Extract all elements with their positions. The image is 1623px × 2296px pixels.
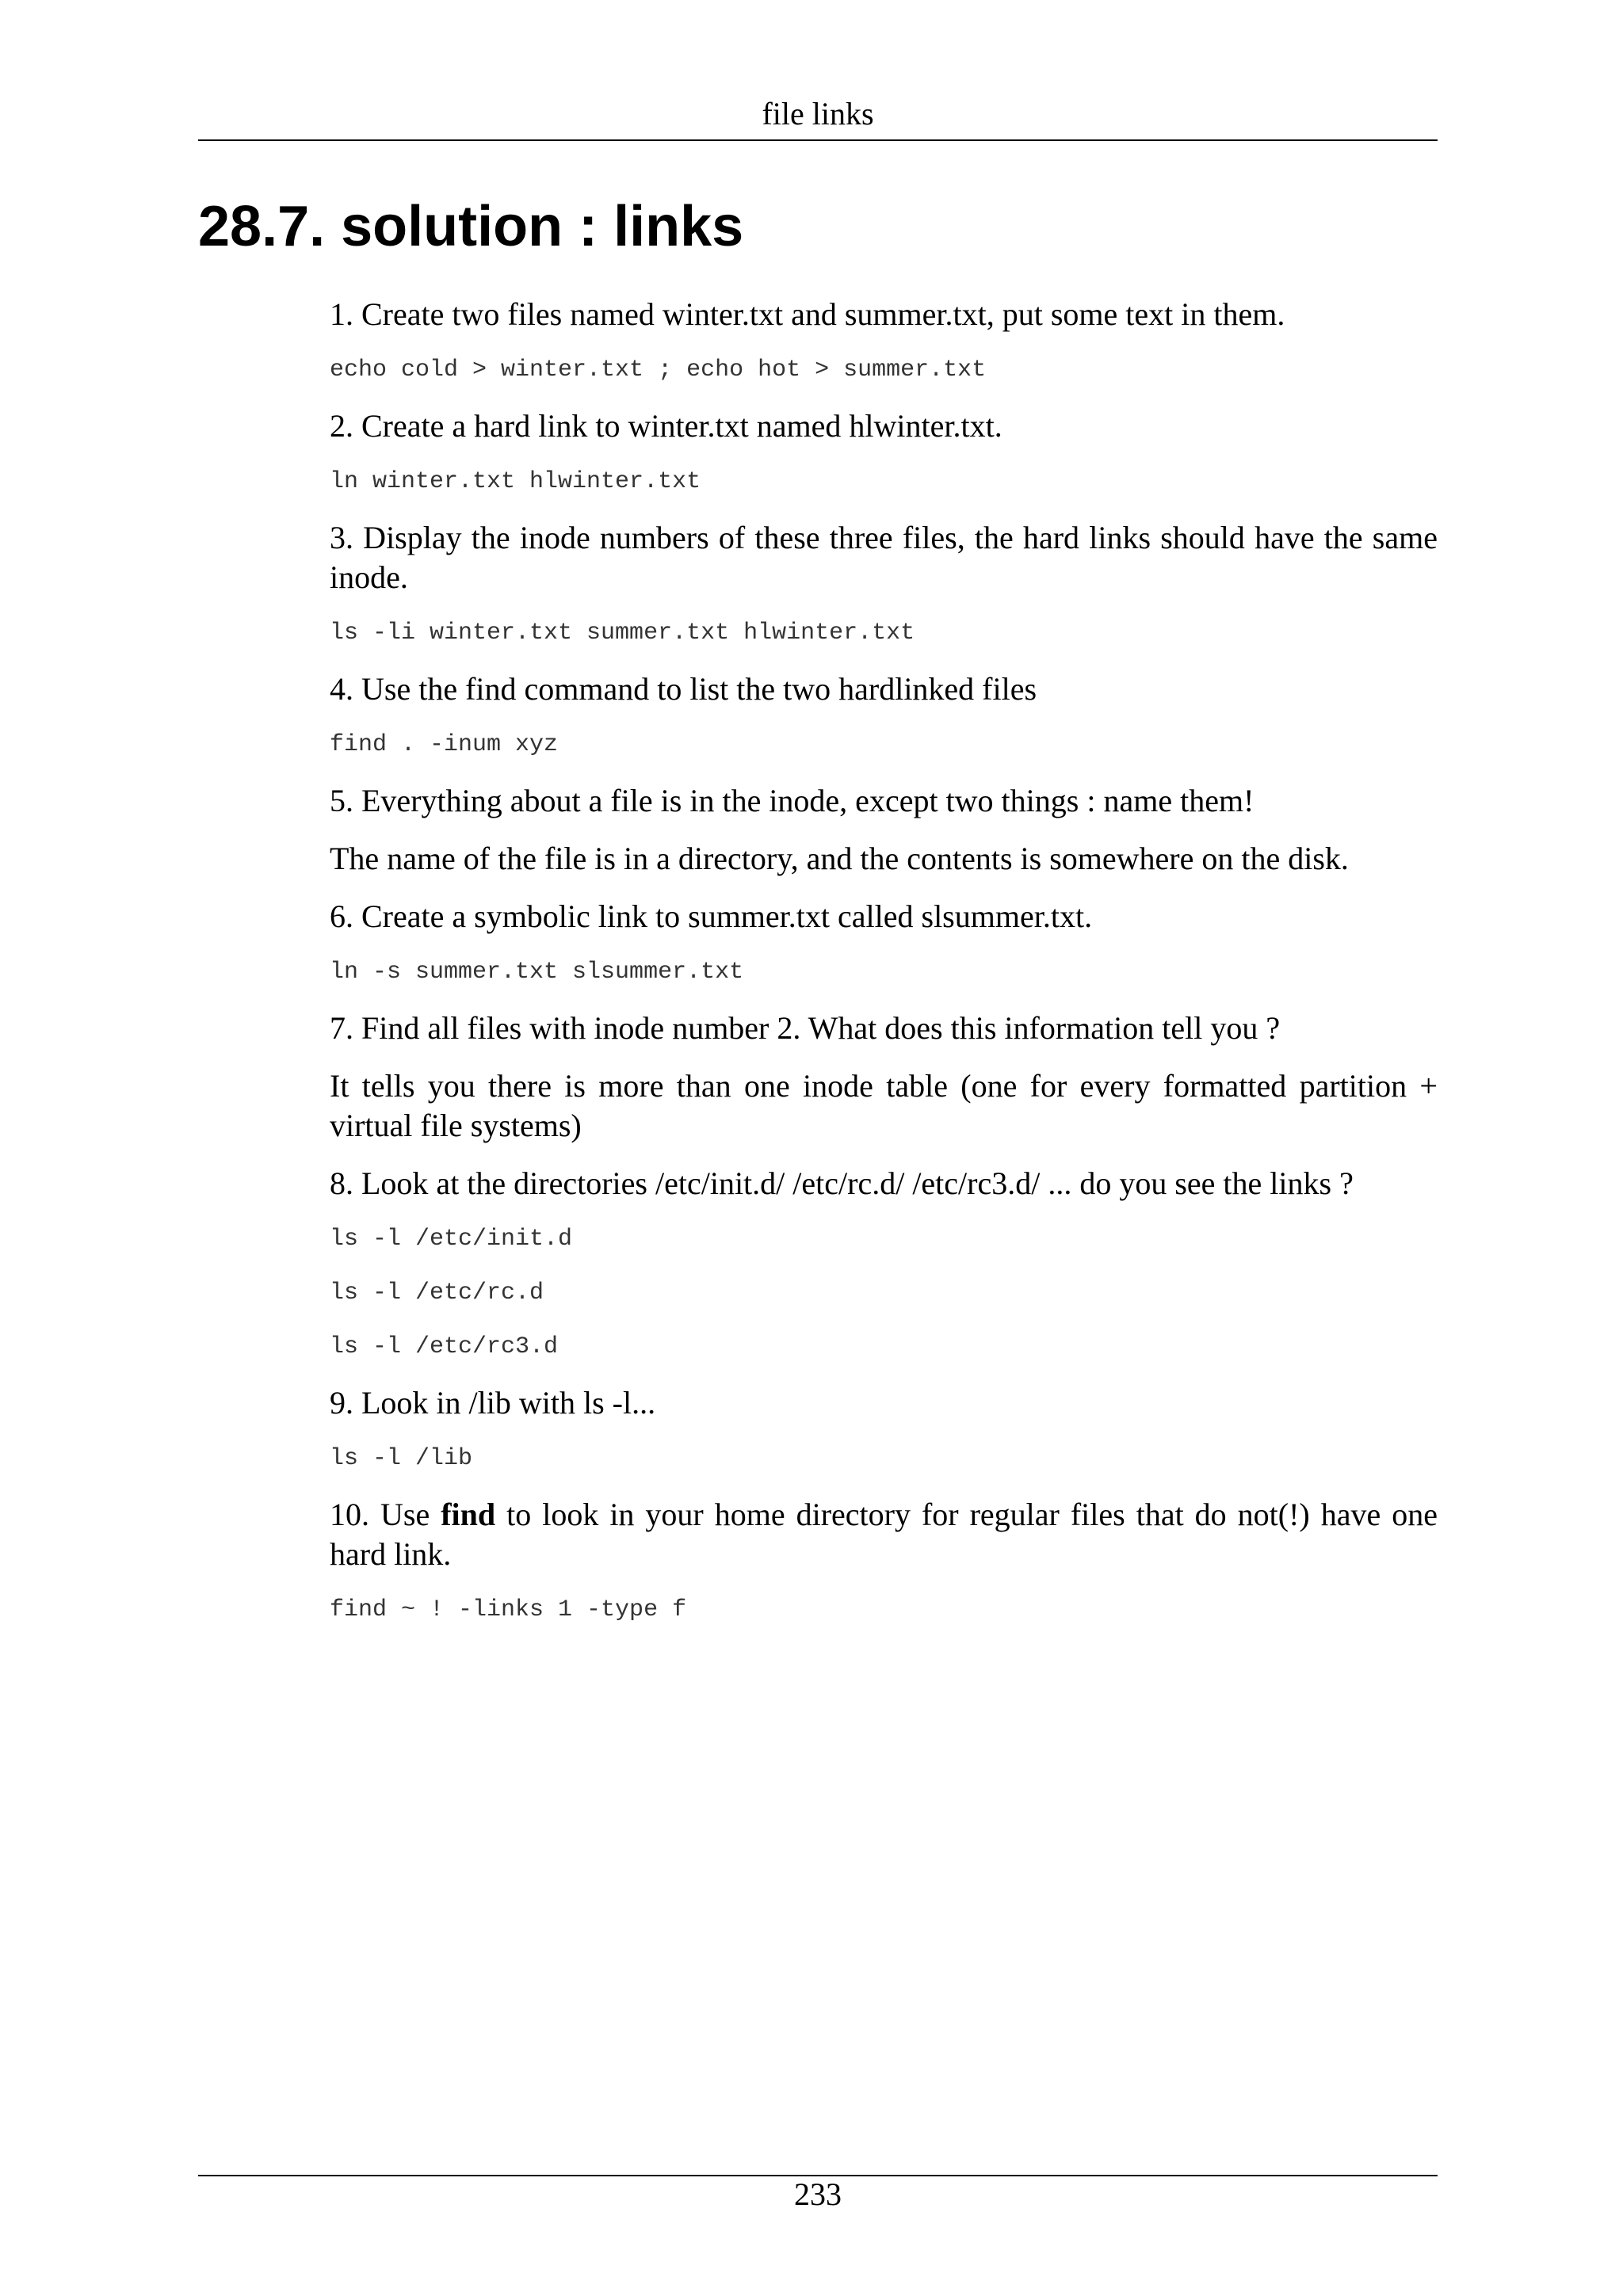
command-1: echo cold > winter.txt ; echo hot > summer.txt bbox=[330, 357, 987, 383]
question-7: 7. Find all files with inode number 2. What does this information tell you ? bbox=[330, 1010, 1281, 1046]
command-8b: ls -l /etc/rc.d bbox=[330, 1280, 544, 1306]
answer-5: The name of the file is in a directory, and the contents is somewhere on the disk. bbox=[330, 841, 1349, 876]
question-10-keyword: find bbox=[441, 1497, 496, 1532]
command-8a: ls -l /etc/init.d bbox=[330, 1226, 573, 1253]
command-6: ln -s summer.txt slsummer.txt bbox=[330, 959, 744, 986]
question-10 bbox=[330, 1495, 1438, 1574]
command-3: ls -li winter.txt summer.txt hlwinter.txt bbox=[330, 620, 915, 646]
command-10: find ~ ! -links 1 -type f bbox=[330, 1596, 687, 1623]
command-4: find . -inum xyz bbox=[330, 731, 559, 758]
question-6: 6. Create a symbolic link to summer.txt called slsummer.txt. bbox=[330, 898, 1093, 934]
question-10-prefix: 10. Use bbox=[330, 1497, 441, 1532]
command-8c: ls -l /etc/rc3.d bbox=[330, 1333, 559, 1360]
question-2: 2. Create a hard link to winter.txt named hlwinter.txt. bbox=[330, 408, 1002, 444]
page-number: 233 bbox=[794, 2176, 842, 2212]
header-rule bbox=[198, 139, 1438, 141]
question-1: 1. Create two files named winter.txt and summer.txt, put some text in them. bbox=[330, 296, 1285, 332]
question-4: 4. Use the find command to list the two hardlinked files bbox=[330, 671, 1037, 707]
question-3: 3. Display the inode numbers of these three files, the hard links should have the same inode. bbox=[330, 520, 1438, 595]
question-8: 8. Look at the directories /etc/init.d/ /etc/rc.d/ /etc/rc3.d/ ... do you see the links ? bbox=[330, 1165, 1354, 1201]
question-9: 9. Look in /lib with ls -l... bbox=[330, 1385, 656, 1421]
answer-7: It tells you there is more than one inode table (one for every formatted partition + virtual file systems) bbox=[330, 1068, 1438, 1143]
command-9: ls -l /lib bbox=[330, 1445, 473, 1472]
section-title: 28.7. solution : links bbox=[198, 195, 744, 258]
running-header: file links bbox=[762, 96, 874, 132]
command-2: ln winter.txt hlwinter.txt bbox=[330, 468, 701, 495]
question-5: 5. Everything about a file is in the inode, except two things : name them! bbox=[330, 783, 1254, 818]
question-10-suffix: to look in your home directory for regular files that do not(!) have one hard link. bbox=[330, 1497, 1438, 1572]
exercise-list bbox=[330, 295, 1438, 1646]
